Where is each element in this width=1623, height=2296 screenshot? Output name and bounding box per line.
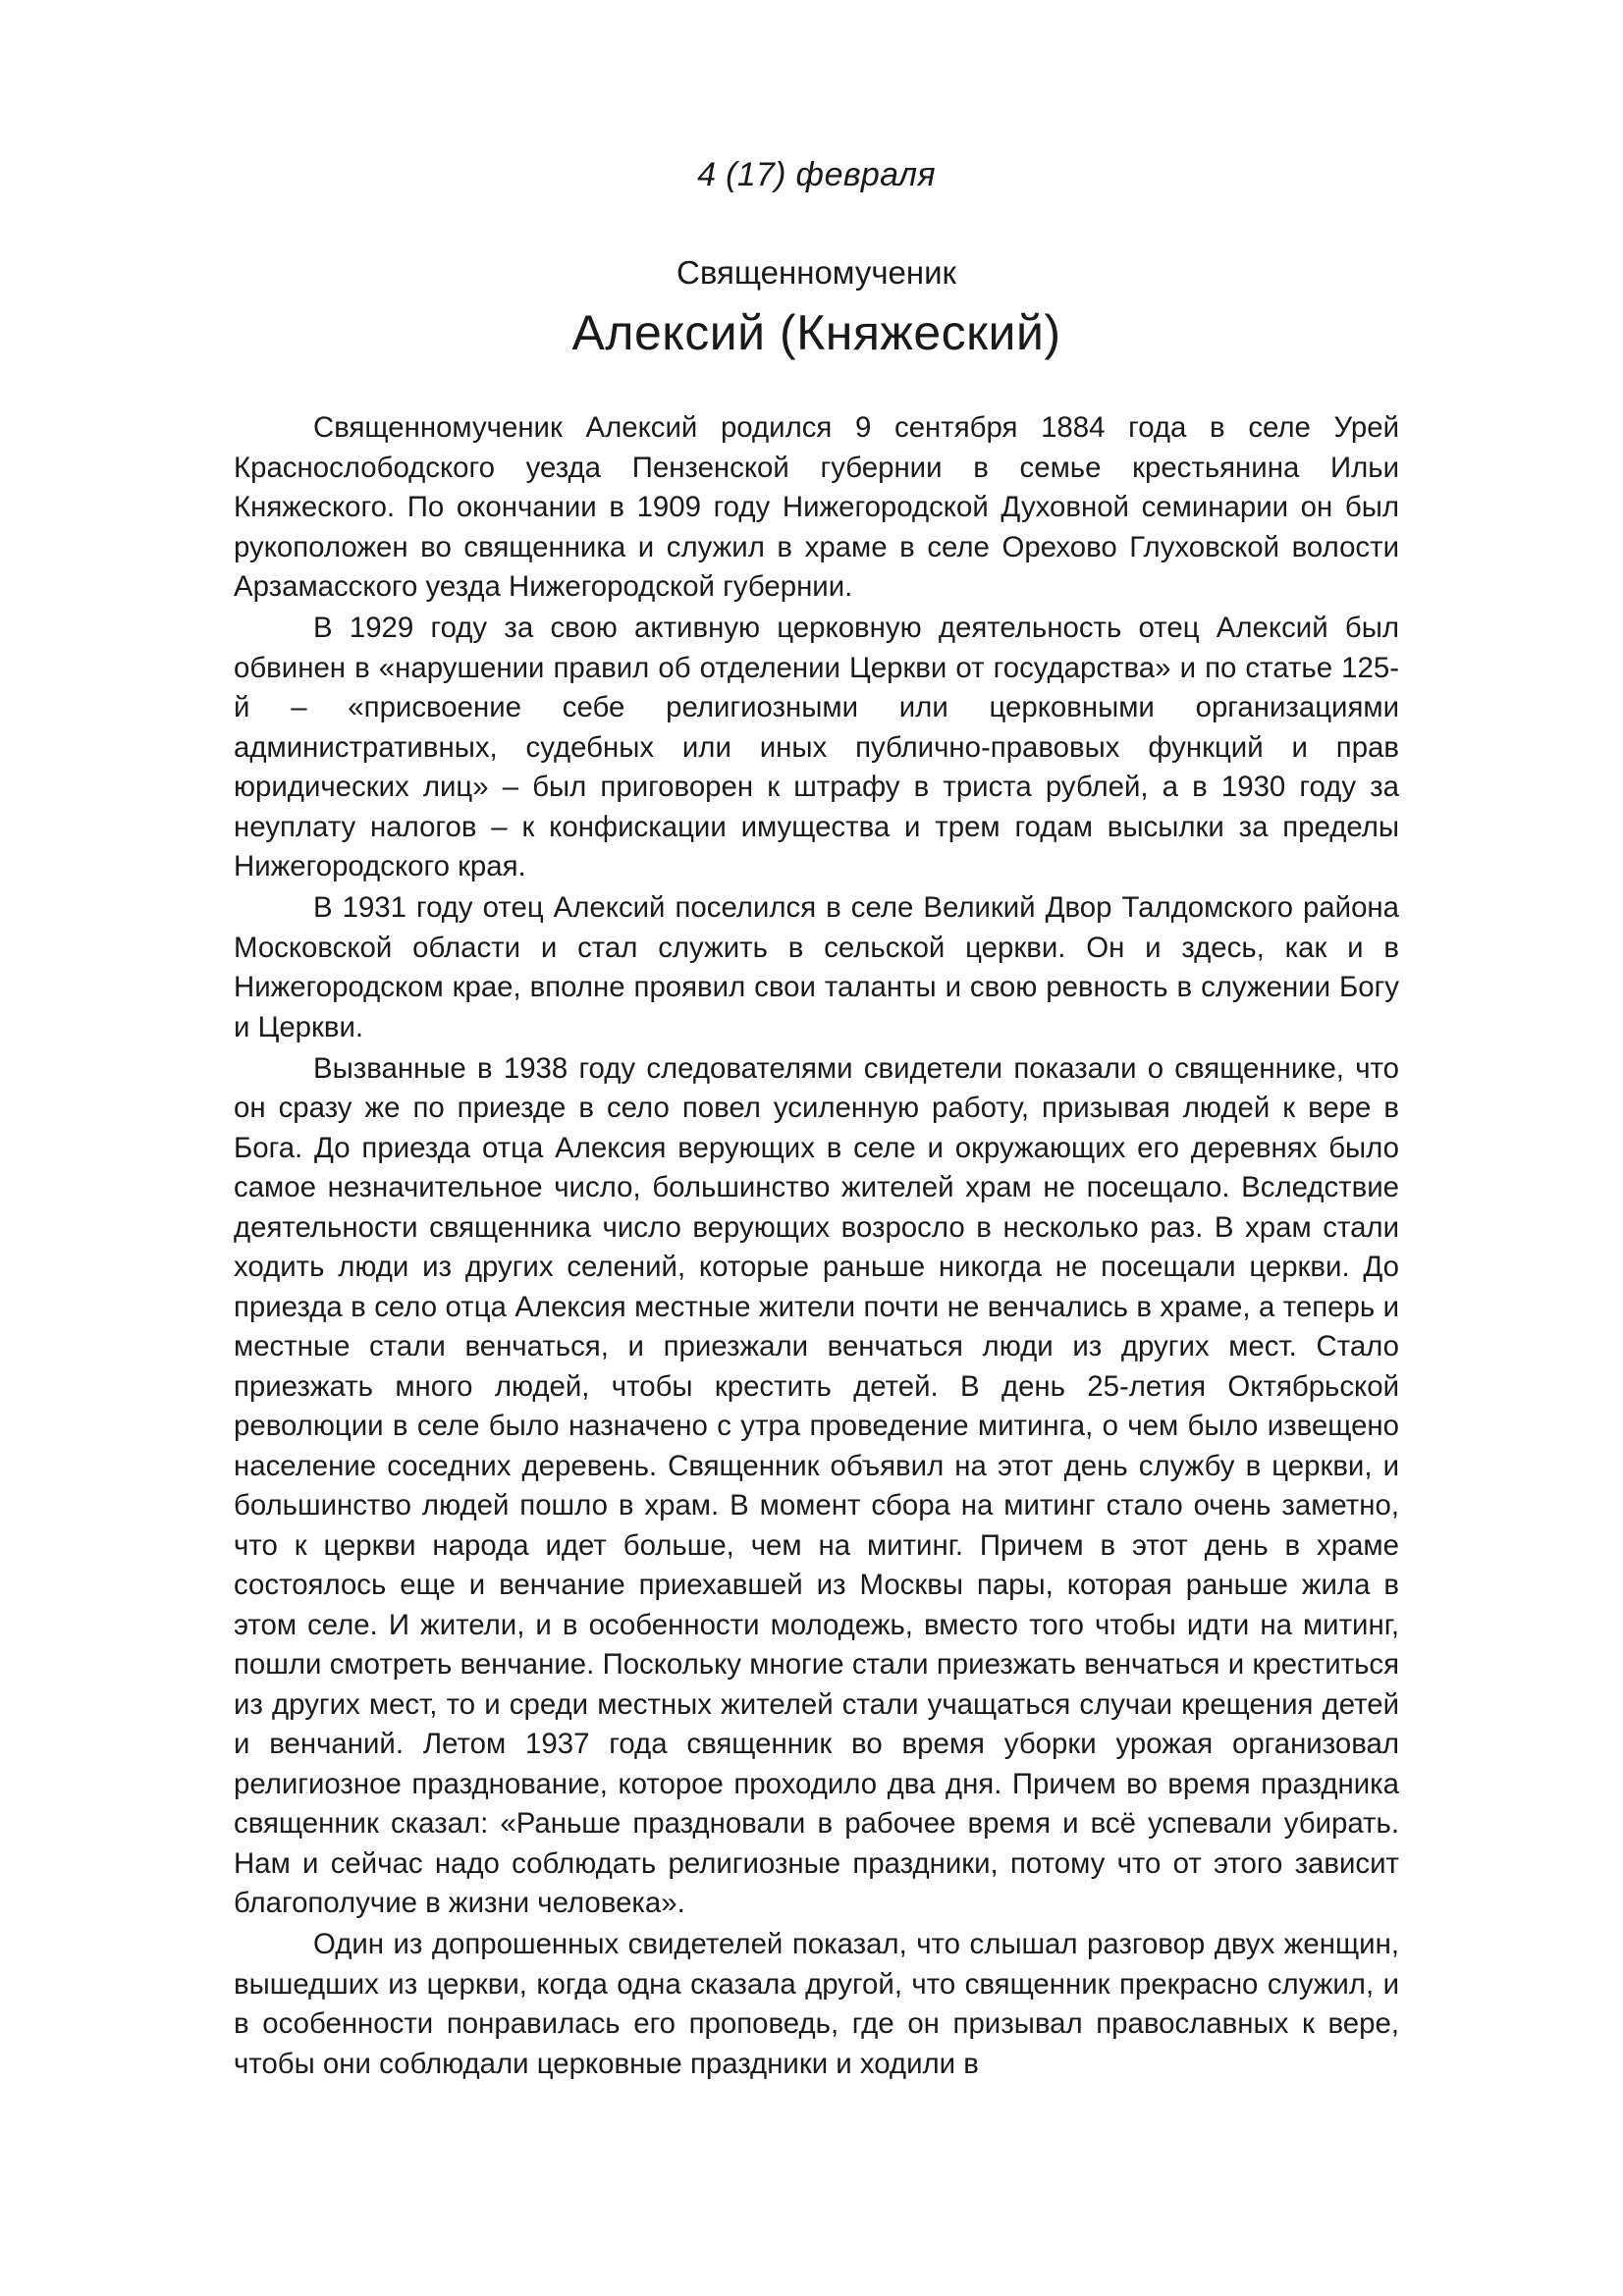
saint-rank: Священномученик (676, 254, 956, 291)
page-content (234, 0, 1399, 2296)
paragraph-witness-testimony: Один из допрошенных свидетелей показал, что слышал разговор двух женщин, вышедших из церкви, когда одна сказала другой, что священник прекрасно служил, и в особенности понравилась его проповедь, где он призывал православных к вере, чтобы они соблюдали церковные праздники и ходили в (234, 1928, 1399, 2080)
paragraph-1929-charges: В 1929 году за свою активную церковную деятельность отец Алексий был обвинен в «нарушении правил об отделении Церкви от государства» и по статье 125-й – «присвоение себе религиозными или церковными организациями административных, судебных или иных публично-правовых функций и прав юридических лиц» – был приговорен к штрафу в триста рублей, а в 1930 году за неуплату налогов – к конфискации имущества и трем годам высылки за пределы Нижегородского края. (234, 612, 1399, 882)
paragraph-birth-and-ordination: Священномученик Алексий родился 9 сентября 1884 года в селе Урей Краснослободского уезда Пензенской губернии в семье крестьянина Ильи Княжеского. По окончании в 1909 году Нижегородской Духовной семинарии он был рукоположен во священника и служил в храме в селе Орехово Глуховской волости Арзамасского уезда Нижегородской губернии. (234, 411, 1399, 603)
saint-name: Алексий (Княжеский) (571, 305, 1061, 360)
paragraph-1938-witnesses: Вызванные в 1938 году следователями свидетели показали о священнике, что он сразу же по приезде в село повел усиленную работу, призывая людей к вере в Бога. До приезда отца Алексия верующих в селе и окружающих его деревнях было самое незначительное число, большинство жителей храм не посещало. Вследствие деятельности священника число верующих возросло в несколько раз. В храм стали ходить люди из других селений, которые раньше никогда не посещали церкви. До приезда в село отца Алексия местные жители почти не венчались в храме, а теперь и местные стали венчаться, и приезжали венчаться люди из других мест. Стало приезжать много людей, чтобы крестить детей. В день 25-летия Октябрьской революции в селе было назначено с утра проведение митинга, о чем было извещено население соседних деревень. Священник объявил на этот день службу в церкви, и большинство людей пошло в храм. В момент сбора на митинг стало очень заметно, что к церкви народа идет больше, чем на митинг. Причем в этот день в храме состоялось еще и венчание приехавшей из Москвы пары, которая раньше жила в этом селе. И жители, и в особенности молодежь, вместо того чтобы идти на митинг, пошли смотреть венчание. Поскольку многие стали приезжать венчаться и креститься из других мест, то и среди местных жителей стали учащаться случаи крещения детей и венчаний. Летом 1937 года священник во время уборки урожая организовал религиозное празднование, которое проходило два дня. Причем во время праздника священник сказал: «Раньше праздновали в рабочее время и всё успевали убирать. Нам и сейчас надо соблюдать религиозные праздники, потому что от этого зависит благополучие в жизни человека». (234, 1051, 1399, 1919)
paragraph-1931-relocation: В 1931 году отец Алексий поселился в селе Великий Двор Талдомского района Московской области и стал служить в сельской церкви. Он и здесь, как и в Нижегородском крае, вполне проявил свои таланты и свою ревность в служении Богу и Церкви. (234, 891, 1399, 1043)
body-text (234, 408, 1399, 2084)
feast-date: 4 (17) февраля (697, 156, 936, 193)
